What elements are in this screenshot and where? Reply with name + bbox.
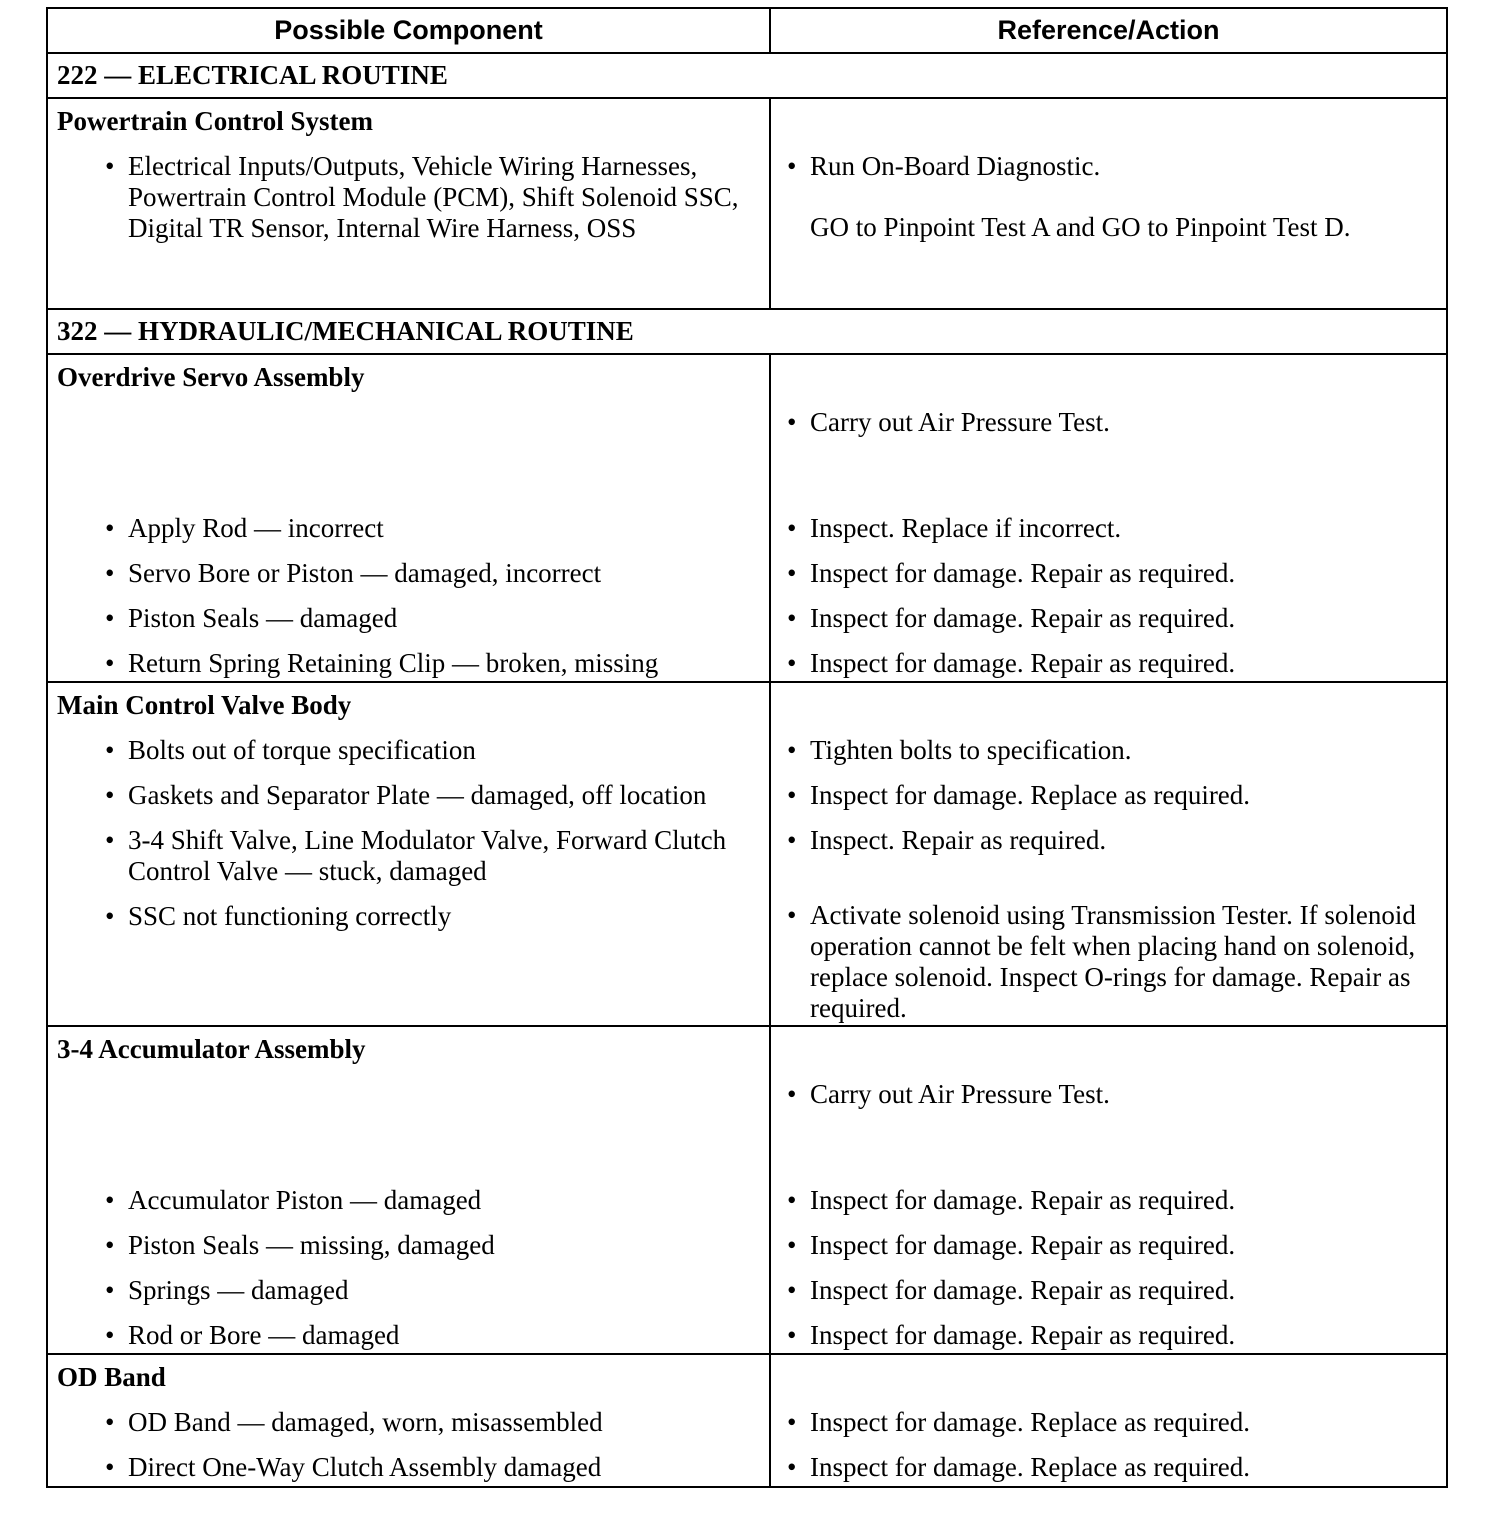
group-title: OD Band bbox=[57, 1362, 166, 1392]
section-title: 222 — ELECTRICAL ROUTINE bbox=[47, 53, 1447, 98]
action-cell bbox=[770, 354, 1447, 682]
action-item: • Inspect for damage. Repair as required. bbox=[787, 558, 1426, 589]
component-item: • 3-4 Shift Valve, Line Modulator Valve, Forward Clutch Control Valve — stuck, damaged bbox=[105, 825, 769, 887]
group-row-accumulator-assembly bbox=[47, 1026, 1447, 1354]
action-item: • Inspect for damage. Repair as required. bbox=[787, 603, 1426, 634]
diagnostic-table bbox=[46, 7, 1448, 1488]
action-item: • Inspect for damage. Replace as required. bbox=[787, 1407, 1426, 1438]
group-row-od-band bbox=[47, 1354, 1447, 1487]
component-item: • Springs — damaged bbox=[105, 1275, 769, 1306]
action-item: • Activate solenoid using Transmission Tester. If solenoid operation cannot be felt when placing hand on solenoid, replace solenoid. Inspect O-rings for damage. Repair as required. bbox=[787, 900, 1426, 1024]
table-header-row bbox=[47, 8, 1447, 53]
action-cell bbox=[770, 1026, 1447, 1354]
component-item: • Rod or Bore — damaged bbox=[105, 1320, 769, 1351]
component-item: • Gaskets and Separator Plate — damaged, off location bbox=[105, 780, 769, 811]
action-item: • Inspect for damage. Repair as required. bbox=[787, 648, 1426, 679]
section-row-hydraulic bbox=[47, 309, 1447, 354]
section-row-electrical bbox=[47, 53, 1447, 98]
component-item: • OD Band — damaged, worn, misassembled bbox=[105, 1407, 769, 1438]
action-cell bbox=[770, 1354, 1447, 1487]
diagnostic-page bbox=[46, 7, 1446, 1488]
component-item: • Apply Rod — incorrect bbox=[105, 513, 769, 544]
component-item: • Piston Seals — missing, damaged bbox=[105, 1230, 769, 1261]
action-item: • Tighten bolts to specification. bbox=[787, 735, 1426, 766]
action-item: • Inspect for damage. Repair as required. bbox=[787, 1185, 1426, 1216]
component-item: • Piston Seals — damaged bbox=[105, 603, 769, 634]
component-item: • Electrical Inputs/Outputs, Vehicle Wiring Harnesses, Powertrain Control Module (PCM), Shift Solenoid SSC, Digital TR Sensor, Internal Wire Harness, OSS bbox=[105, 151, 769, 244]
action-item: • Inspect. Repair as required. bbox=[787, 825, 1426, 856]
component-item: • Return Spring Retaining Clip — broken, missing bbox=[105, 648, 769, 679]
group-row-overdrive-servo bbox=[47, 354, 1447, 682]
component-cell bbox=[47, 98, 770, 309]
component-item: • Bolts out of torque specification bbox=[105, 735, 769, 766]
section-title: 322 — HYDRAULIC/MECHANICAL ROUTINE bbox=[47, 309, 1447, 354]
group-title: Powertrain Control System bbox=[57, 106, 373, 136]
action-item: • Inspect for damage. Repair as required. bbox=[787, 1320, 1426, 1351]
action-item: • Inspect for damage. Repair as required. bbox=[787, 1275, 1426, 1306]
column-header-action: Reference/Action bbox=[770, 8, 1447, 53]
group-row-powertrain bbox=[47, 98, 1447, 309]
component-item: • Direct One-Way Clutch Assembly damaged bbox=[105, 1452, 769, 1483]
action-item: • Inspect for damage. Repair as required. bbox=[787, 1230, 1426, 1261]
action-cell bbox=[770, 682, 1447, 1026]
group-title: 3-4 Accumulator Assembly bbox=[57, 1034, 366, 1064]
action-note: GO to Pinpoint Test A and GO to Pinpoint Test D. bbox=[810, 212, 1351, 242]
action-item: • Carry out Air Pressure Test. bbox=[787, 1079, 1426, 1110]
component-cell bbox=[47, 354, 770, 682]
action-item: • Carry out Air Pressure Test. bbox=[787, 407, 1426, 438]
column-header-component: Possible Component bbox=[47, 8, 770, 53]
group-title: Main Control Valve Body bbox=[57, 690, 352, 720]
component-cell bbox=[47, 1354, 770, 1487]
component-item: • SSC not functioning correctly bbox=[105, 901, 769, 932]
component-cell bbox=[47, 1026, 770, 1354]
group-row-main-control-valve-body bbox=[47, 682, 1447, 1026]
action-item: • Inspect for damage. Replace as required. bbox=[787, 1452, 1426, 1483]
component-cell bbox=[47, 682, 770, 1026]
component-item: • Accumulator Piston — damaged bbox=[105, 1185, 769, 1216]
component-item: • Servo Bore or Piston — damaged, incorrect bbox=[105, 558, 769, 589]
action-item: • Inspect for damage. Replace as required. bbox=[787, 780, 1426, 811]
action-item: • Inspect. Replace if incorrect. bbox=[787, 513, 1426, 544]
action-cell bbox=[770, 98, 1447, 309]
action-item: • Run On-Board Diagnostic. bbox=[787, 151, 1426, 182]
group-title: Overdrive Servo Assembly bbox=[57, 362, 365, 392]
